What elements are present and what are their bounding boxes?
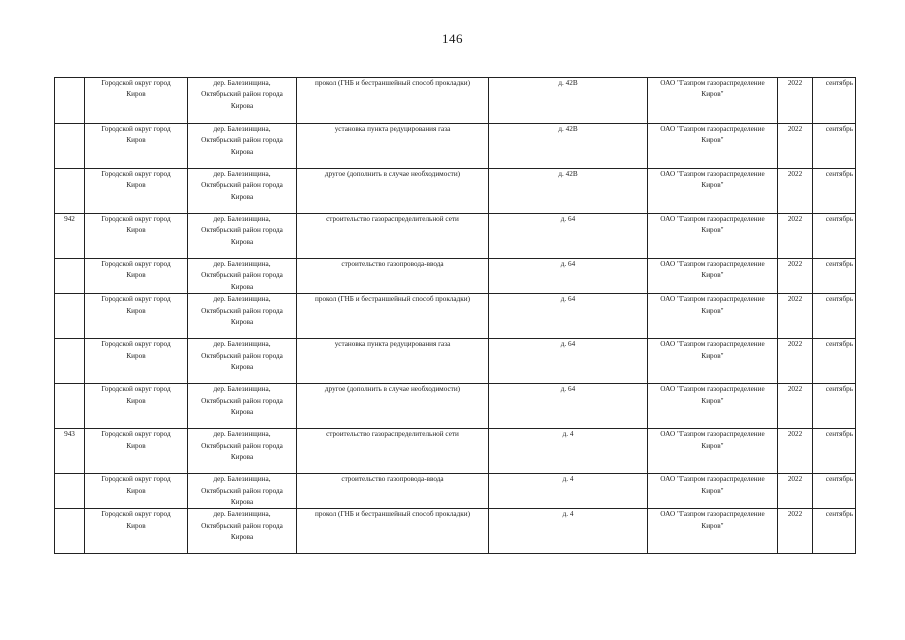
table-row [55, 169, 856, 214]
settlement-cell: дер. Балезинщина, Октябрьский район города Кирова [188, 509, 297, 554]
row-number [55, 124, 85, 169]
organization-cell: ОАО "Газпром газораспределение Киров" [648, 78, 778, 124]
month-cell: сентябрь [813, 169, 856, 214]
month-cell: сентябрь [813, 294, 856, 339]
organization-cell: ОАО "Газпром газораспределение Киров" [648, 384, 778, 429]
work-type-cell: прокол (ГНБ и бестраншейный способ прокладки) [297, 294, 489, 339]
work-type-cell: прокол (ГНБ и бестраншейный способ прокладки) [297, 78, 489, 124]
work-type-cell: строительство газораспределительной сети [297, 214, 489, 259]
table-row [55, 474, 856, 509]
month-cell: сентябрь [813, 339, 856, 384]
organization-cell: ОАО "Газпром газораспределение Киров" [648, 214, 778, 259]
year-cell: 2022 [778, 474, 813, 509]
house-number-cell: д. 64 [489, 259, 648, 294]
row-number [55, 474, 85, 509]
year-cell: 2022 [778, 294, 813, 339]
urban-district-cell: Городской округ город Киров [85, 509, 188, 554]
urban-district-cell: Городской округ город Киров [85, 384, 188, 429]
table-row [55, 509, 856, 554]
month-cell: сентябрь [813, 429, 856, 474]
month-cell: сентябрь [813, 124, 856, 169]
work-type-cell: установка пункта редуцирования газа [297, 339, 489, 384]
urban-district-cell: Городской округ город Киров [85, 294, 188, 339]
house-number-cell: д. 42В [489, 78, 648, 124]
settlement-cell: дер. Балезинщина, Октябрьский район города Кирова [188, 124, 297, 169]
table-row [55, 384, 856, 429]
settlement-cell: дер. Балезинщина, Октябрьский район города Кирова [188, 214, 297, 259]
row-number: 943 [55, 429, 85, 474]
table-row [55, 429, 856, 474]
organization-cell: ОАО "Газпром газораспределение Киров" [648, 169, 778, 214]
work-type-cell: другое (дополнить в случае необходимости) [297, 169, 489, 214]
work-type-cell: строительство газопровода-ввода [297, 259, 489, 294]
row-number: 942 [55, 214, 85, 259]
house-number-cell: д. 64 [489, 384, 648, 429]
work-type-cell: строительство газопровода-ввода [297, 474, 489, 509]
month-cell: сентябрь [813, 214, 856, 259]
year-cell: 2022 [778, 259, 813, 294]
settlement-cell: дер. Балезинщина, Октябрьский район города Кирова [188, 339, 297, 384]
organization-cell: ОАО "Газпром газораспределение Киров" [648, 509, 778, 554]
month-cell: сентябрь [813, 78, 856, 124]
row-number [55, 384, 85, 429]
page-number: 146 [442, 31, 463, 46]
settlement-cell: дер. Балезинщина, Октябрьский район города Кирова [188, 384, 297, 429]
row-number [55, 509, 85, 554]
row-number [55, 169, 85, 214]
year-cell: 2022 [778, 124, 813, 169]
work-type-cell: установка пункта редуцирования газа [297, 124, 489, 169]
settlement-cell: дер. Балезинщина, Октябрьский район города Кирова [188, 429, 297, 474]
house-number-cell: д. 64 [489, 294, 648, 339]
house-number-cell: д. 42В [489, 124, 648, 169]
house-number-cell: д. 64 [489, 214, 648, 259]
year-cell: 2022 [778, 339, 813, 384]
settlement-cell: дер. Балезинщина, Октябрьский район города Кирова [188, 259, 297, 294]
works-table [54, 77, 856, 554]
work-type-cell: прокол (ГНБ и бестраншейный способ прокладки) [297, 509, 489, 554]
month-cell: сентябрь [813, 259, 856, 294]
settlement-cell: дер. Балезинщина, Октябрьский район города Кирова [188, 294, 297, 339]
year-cell: 2022 [778, 214, 813, 259]
table-row [55, 294, 856, 339]
urban-district-cell: Городской округ город Киров [85, 429, 188, 474]
table-row [55, 78, 856, 124]
settlement-cell: дер. Балезинщина, Октябрьский район города Кирова [188, 474, 297, 509]
table-row [55, 259, 856, 294]
organization-cell: ОАО "Газпром газораспределение Киров" [648, 259, 778, 294]
organization-cell: ОАО "Газпром газораспределение Киров" [648, 294, 778, 339]
urban-district-cell: Городской округ город Киров [85, 339, 188, 384]
year-cell: 2022 [778, 429, 813, 474]
house-number-cell: д. 4 [489, 509, 648, 554]
urban-district-cell: Городской округ город Киров [85, 474, 188, 509]
month-cell: сентябрь [813, 384, 856, 429]
organization-cell: ОАО "Газпром газораспределение Киров" [648, 429, 778, 474]
house-number-cell: д. 42В [489, 169, 648, 214]
year-cell: 2022 [778, 169, 813, 214]
urban-district-cell: Городской округ город Киров [85, 169, 188, 214]
house-number-cell: д. 4 [489, 474, 648, 509]
organization-cell: ОАО "Газпром газораспределение Киров" [648, 339, 778, 384]
table-row [55, 124, 856, 169]
row-number [55, 259, 85, 294]
year-cell: 2022 [778, 384, 813, 429]
settlement-cell: дер. Балезинщина, Октябрьский район города Кирова [188, 78, 297, 124]
row-number [55, 294, 85, 339]
urban-district-cell: Городской округ город Киров [85, 124, 188, 169]
organization-cell: ОАО "Газпром газораспределение Киров" [648, 124, 778, 169]
work-type-cell: другое (дополнить в случае необходимости) [297, 384, 489, 429]
urban-district-cell: Городской округ город Киров [85, 78, 188, 124]
table-row [55, 214, 856, 259]
year-cell: 2022 [778, 509, 813, 554]
urban-district-cell: Городской округ город Киров [85, 214, 188, 259]
work-type-cell: строительство газораспределительной сети [297, 429, 489, 474]
row-number [55, 78, 85, 124]
year-cell: 2022 [778, 78, 813, 124]
row-number [55, 339, 85, 384]
month-cell: сентябрь [813, 474, 856, 509]
house-number-cell: д. 4 [489, 429, 648, 474]
organization-cell: ОАО "Газпром газораспределение Киров" [648, 474, 778, 509]
urban-district-cell: Городской округ город Киров [85, 259, 188, 294]
house-number-cell: д. 64 [489, 339, 648, 384]
month-cell: сентябрь [813, 509, 856, 554]
settlement-cell: дер. Балезинщина, Октябрьский район города Кирова [188, 169, 297, 214]
table-row [55, 339, 856, 384]
